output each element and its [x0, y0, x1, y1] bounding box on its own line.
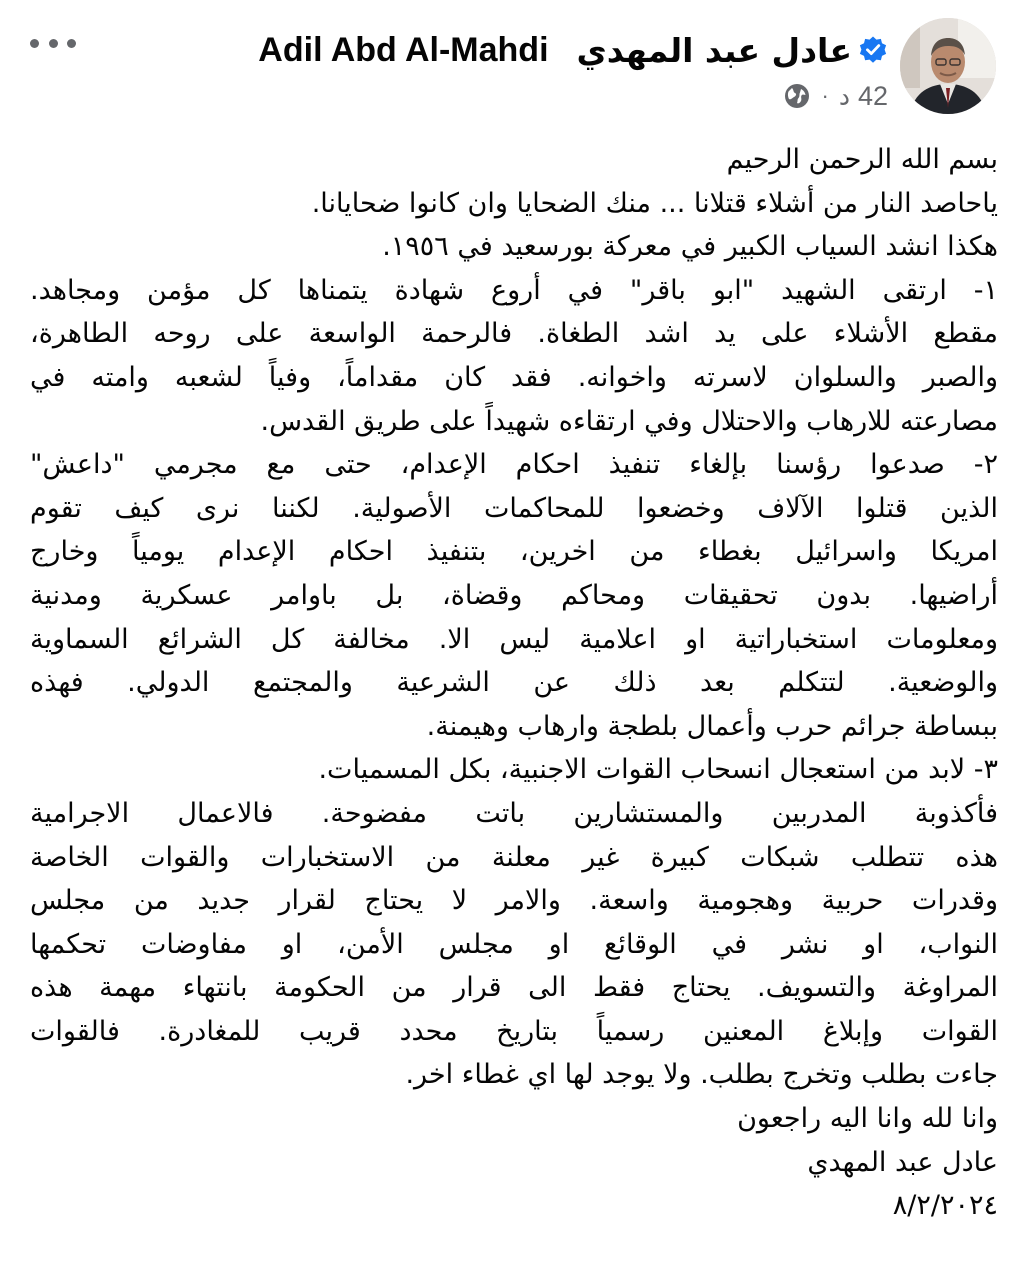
post-line: وقدرات حربية وهجومية واسعة. والامر لا يحتاج لقرار جديد من مجلس — [30, 885, 998, 917]
post-line: عادل عبد المهدي — [807, 1146, 998, 1178]
post-time-unit: د — [838, 81, 850, 111]
post-date: ٨/٢/٢٠٢٤ — [892, 1190, 998, 1222]
post-line: ٢- صدعوا رؤسنا بإلغاء تنفيذ احكام الإعدام، حتى مع مجرمي "داعش" — [30, 449, 998, 481]
post-line: أراضيها. بدون تحقيقات ومحاكم وقضاة، بل باوامر عسكرية ومدنية — [30, 579, 998, 611]
post-line: وانا لله وانا اليه راجعون — [737, 1103, 998, 1135]
post-time[interactable]: 42 — [857, 80, 888, 111]
post-line: مصارعته للارهاب والاحتلال وفي ارتقاءه شهيداً على طريق القدس. — [260, 405, 998, 437]
post-line: ومعلومات استخباراتية او اعلامية ليس الا. مخالفة كل الشرائع السماوية — [30, 623, 998, 655]
more-options-icon[interactable] — [30, 28, 76, 58]
post-line: بسم الله الرحمن الرحيم — [726, 144, 998, 175]
verified-badge-icon — [858, 35, 888, 65]
post-line: المراوغة والتسويف. يحتاج فقط الى قرار من الحكومة بانتهاء مهمة هذه — [30, 972, 998, 1004]
post-line: مقطع الأشلاء على يد اشد الطغاة. فالرحمة الواسعة على روحه الطاهرة، — [30, 318, 998, 350]
author-name-latin[interactable]: Adil Abd Al-Mahdi — [258, 30, 549, 69]
post-line: ١- ارتقى الشهيد "ابو باقر" في أروع شهادة يتمناها كل مؤمن ومجاهد. — [30, 274, 998, 306]
post-line: الذين قتلوا الآلاف وخضعوا للمحاكمات الأصولية. لكننا نرى كيف تقوم — [30, 492, 998, 524]
profile-photo — [900, 18, 996, 114]
post-line: النواب، او نشر في الوقائع او مجلس الأمن، او مفاوضات تحكمها — [30, 928, 998, 960]
post-line: هذه تتطلب شبكات كبيرة غير معلنة من الاستخبارات والقوات الخاصة — [30, 841, 998, 873]
author-name-row — [258, 24, 888, 76]
post-line: ياحاصد النار من أشلاء قتلانا ... منك الضحايا وان كانوا ضحايانا. — [311, 187, 998, 219]
post-line: ٣- لابد من استعجال انسحاب القوات الاجنبية، بكل المسميات. — [318, 754, 998, 786]
post-meta — [783, 78, 888, 114]
more-dot — [30, 39, 39, 48]
post-line: هكذا انشد السياب الكبير في معركة بورسعيد في ١٩٥٦. — [382, 231, 998, 263]
post-line: القوات وإبلاغ المعنين رسمياً بتاريخ محدد قريب للمغادرة. فالقوات — [30, 1015, 998, 1047]
more-dot — [67, 39, 76, 48]
post-line: فأكذوبة المدربين والمستشارين باتت مفضوحة. فالاعمال الاجرامية — [30, 797, 998, 829]
post-header — [0, 0, 1024, 125]
author-name-arabic[interactable]: عادل عبد المهدي — [576, 30, 852, 70]
post-line: امريكا واسرائيل بغطاء من اخرين، بتنفيذ احكام الإعدام يومياً وخارج — [30, 536, 998, 568]
post-text — [30, 138, 998, 1228]
post-line: والوضعية. لتتكلم بعد ذلك عن الشرعية والمجتمع الدولي. فهذه — [30, 667, 998, 699]
post-line: والصبر والسلوان لاسرته واخوانه. فقد كان مقداماً، وفياً لشعبه وامته في — [30, 361, 998, 393]
post-line: ببساطة جرائم حرب وأعمال بلطجة وارهاب وهيمنة. — [426, 710, 998, 742]
post-line: جاءت بطلب وتخرج بطلب. ولا يوجد لها اي غطاء اخر. — [405, 1059, 998, 1091]
avatar[interactable] — [900, 18, 996, 114]
globe-icon[interactable] — [783, 82, 811, 110]
meta-separator: · — [821, 83, 829, 108]
more-dot — [49, 39, 58, 48]
